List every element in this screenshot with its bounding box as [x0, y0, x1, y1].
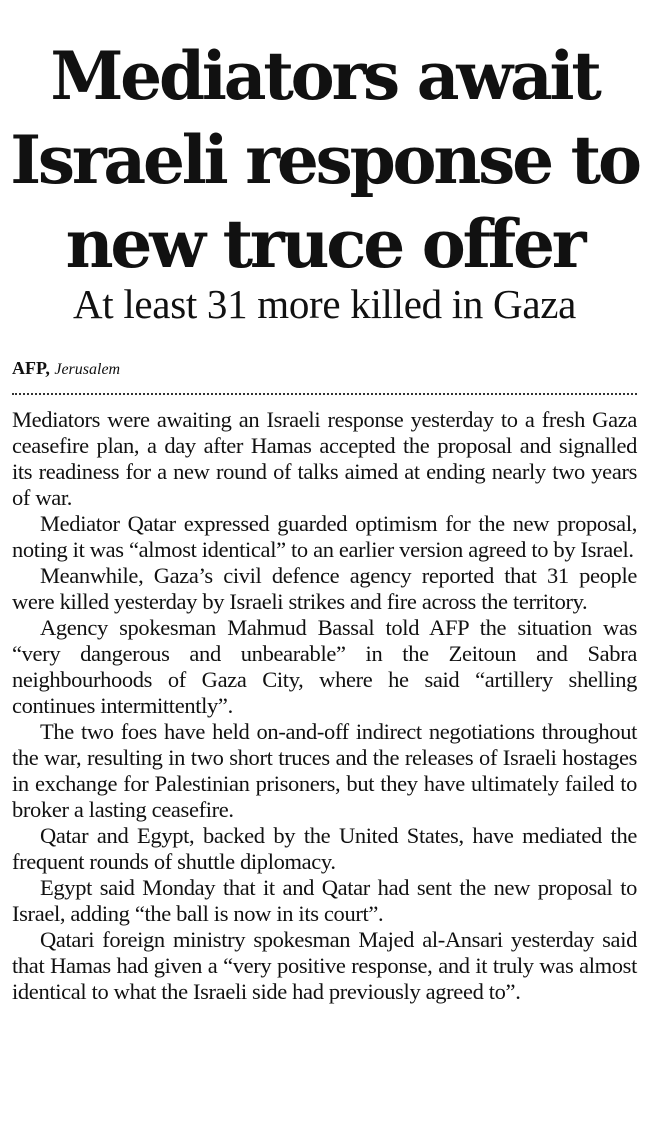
- article-paragraph: Agency spokesman Mahmud Bassal told AFP the situation was “very dangerous and unbearable” in the Zeitoun and Sabra neighbourhoods of Gaza City, where he said “artillery shelling continues intermittently”.: [12, 615, 637, 718]
- headline-line: Mediators await: [50, 37, 599, 115]
- article-paragraph: The two foes have held on-and-off indirect negotiations throughout the war, resulting in two short truces and the releases of Israeli hostages in exchange for Palestinian prisoners, but they have ultimately failed to broker a lasting ceasefire.: [12, 719, 637, 822]
- article-paragraph: Qatari foreign ministry spokesman Majed al-Ansari yesterday said that Hamas had given a “very positive response, and it truly was almost identical to what the Israeli side had previously agreed to”.: [12, 927, 637, 1004]
- article-paragraph: Qatar and Egypt, backed by the United States, have mediated the frequent rounds of shuttle diplomacy.: [12, 823, 637, 874]
- subheadline: At least 31 more killed in Gaza: [72, 281, 577, 327]
- article-paragraph: Mediator Qatar expressed guarded optimism for the new proposal, noting it was “almost identical” to an earlier version agreed to by Israel.: [12, 511, 637, 562]
- byline-location: Jerusalem: [54, 361, 121, 378]
- article-paragraph: Meanwhile, Gaza’s civil defence agency reported that 31 people were killed yesterday by Israeli strikes and fire across the territory.: [12, 563, 637, 614]
- byline: [12, 357, 120, 381]
- article-paragraph: Mediators were awaiting an Israeli response yesterday to a fresh Gaza ceasefire plan, a day after Hamas accepted the proposal and signalled its readiness for a new round of talks aimed at ending nearly two years of war.: [12, 407, 637, 510]
- byline-agency: AFP,: [12, 358, 50, 378]
- headline-line: new truce offer: [65, 205, 584, 283]
- headline-line: Israeli response to: [10, 121, 639, 199]
- article-body: [12, 407, 637, 1005]
- dotted-divider: [12, 393, 637, 395]
- article-paragraph: Egypt said Monday that it and Qatar had sent the new proposal to Israel, adding “the ball is now in its court”.: [12, 875, 637, 926]
- headline: [6, 34, 643, 286]
